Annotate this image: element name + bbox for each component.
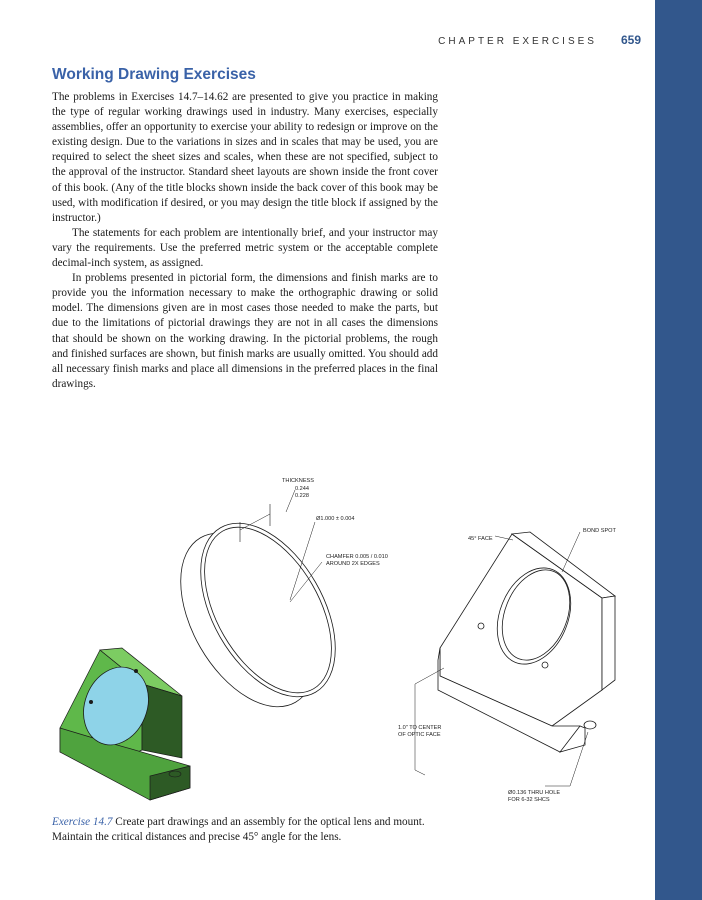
paragraph-2: The statements for each problem are intentionally brief, and your instructor may vary the requirements. Use the preferred metric system or the acceptable complete decimal-inch system, as assigned. (52, 226, 438, 270)
mount-assembly-drawing (415, 532, 615, 786)
hole-label-2: FOR 6-32 SHCS (508, 797, 550, 803)
paragraph-1: The problems in Exercises 14.7–14.62 are presented to give you practice in making the type of regular working drawings used in industry. Many exercises, especially assemblies, offer an opportunity to exercise your ability to redesign or improve on the existing design. Due to the variations in sizes and in scales that may be used, you are required to select the sheet sizes and scales, when these are not specified, subject to the approval of the instructor. Standard sheet layouts are shown inside the front cover of this book. (Any of the title blocks shown inside the back cover of this book may be used, with modification if desired, or you may design the title block if assigned by the instructor.) (52, 91, 438, 224)
paragraph-3: In problems presented in pictorial form, the dimensions and finish marks are to provide you the information necessary to make the orthographic drawing or solid model. The dimensions given are in most cases those needed to make the parts, but due to the limitations of pictorial drawings they are not in all cases the dimensions that should be shown on the working drawing. In the pictorial problems, the rough and finished surfaces are shown, but finish marks are usually omitted. You should add all necessary finish marks and place all dimensions in the preferred places in the final drawings. (52, 272, 438, 390)
thickness-min: 0.228 (295, 493, 309, 499)
chapter-label: CHAPTER EXERCISES (438, 36, 597, 47)
face-angle-label: 45° FACE (468, 536, 493, 542)
caption-text: Create part drawings and an assembly for the optical lens and mount. Maintain the critical distances and precise 45° angle for the lens. (52, 816, 425, 843)
running-header (438, 33, 641, 47)
lens-disk-drawing (153, 490, 363, 730)
body-text (52, 90, 438, 392)
hole-label-1: Ø0.136 THRU HOLE (508, 790, 561, 796)
diameter-tolerance: Ø1.000 ± 0.004 (316, 516, 355, 522)
section-title: Working Drawing Exercises (52, 66, 256, 83)
center-distance-label-1: 1.0" TO CENTER (398, 725, 442, 731)
bond-spot-label: BOND SPOT (583, 528, 616, 534)
shaded-mount-model (60, 648, 190, 800)
center-distance-label-2: OF OPTIC FACE (398, 732, 441, 738)
page-number: 659 (620, 33, 641, 47)
thickness-max: 0.244 (295, 486, 309, 492)
exercise-figure (50, 470, 616, 810)
figure-caption (52, 815, 432, 845)
caption-label: Exercise 14.7 (52, 816, 113, 828)
chamfer-label-1: CHAMFER 0.005 / 0.010 (326, 554, 388, 560)
thickness-label: THICKNESS (282, 478, 315, 484)
chamfer-label-2: AROUND 2X EDGES (326, 561, 380, 567)
chapter-sidebar-band (655, 0, 702, 900)
